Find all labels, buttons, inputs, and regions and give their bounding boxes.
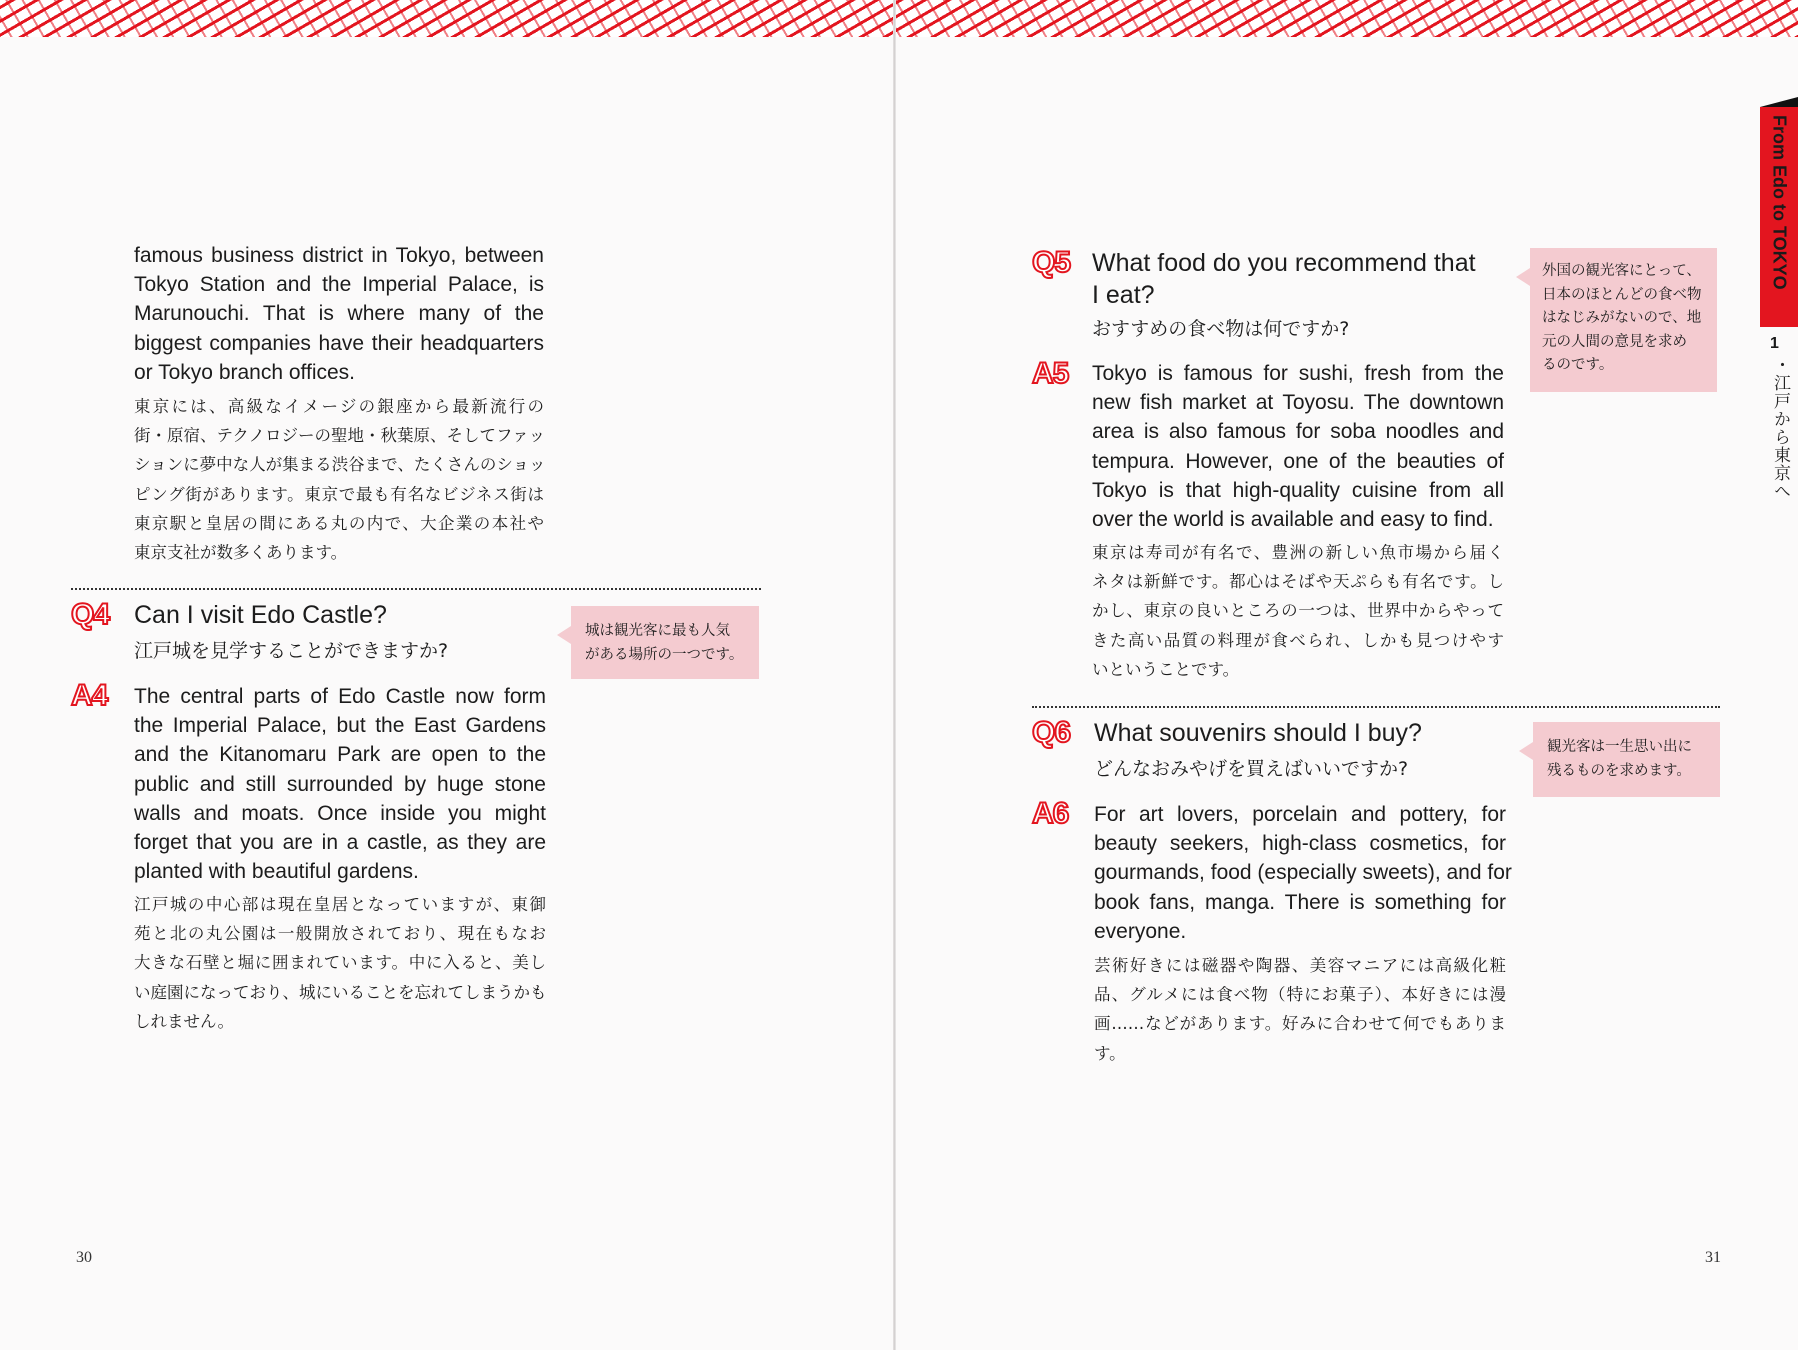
q5-question-en: [1092, 247, 1476, 311]
text-line: Tokyo is that high-quality cuisine from all: [1092, 478, 1504, 502]
text-line: over the world is available and easy to find.: [1092, 508, 1494, 532]
text-line: ピング街があります。東京で最も有名なビジネス街は: [134, 484, 544, 504]
text-line: い庭園になっており、城にいることを忘れてしまうかも: [134, 982, 547, 1002]
q4-question-jp: 江戸城を見学することができますか?: [134, 640, 449, 662]
text-line: るのです。: [1542, 357, 1614, 373]
chapter-tab: [1760, 107, 1798, 327]
intro-jp: [134, 392, 544, 567]
text-line: For art lovers, porcelain and pottery, for: [1094, 803, 1506, 826]
text-line: gourmands, food (especially sweets), and for: [1094, 861, 1512, 885]
section-divider: [1032, 706, 1720, 708]
text-line: 城は観光客に最も人気: [585, 623, 730, 639]
text-line: walls and moats. Once inside you might: [134, 801, 546, 825]
chapter-number: 1: [1770, 335, 1779, 352]
text-line: 外国の観光客にとって、: [1542, 263, 1701, 279]
text-line: 街・原宿、テクノロジーの聖地・秋葉原、そしてファッ: [134, 426, 546, 446]
text-line: 苑と北の丸公園は一般開放されており、現在もなお: [134, 924, 546, 944]
text-line: What food do you recommend that: [1092, 249, 1476, 277]
page-number-right: 31: [1705, 1249, 1721, 1266]
text-line: Tokyo Station and the Imperial Palace, is: [134, 273, 544, 297]
text-line: Marunouchi. That is where many of the: [134, 302, 544, 326]
a5-answer-en: [1092, 359, 1504, 534]
text-line: ネタは新鮮です。都心はそばや天ぷらも有名です。し: [1092, 572, 1504, 592]
q5-question-jp: おすすめの食べ物は何ですか?: [1092, 318, 1350, 340]
a6-label: A6: [1032, 797, 1069, 830]
text-line: はなじみがないので、地: [1542, 310, 1702, 326]
text-line: or Tokyo branch offices.: [134, 360, 356, 384]
text-line: 観光客は一生思い出に: [1547, 739, 1692, 755]
text-line: がある場所の一つです。: [585, 646, 744, 663]
a5-answer-jp: [1092, 538, 1504, 684]
q5-note: [1530, 248, 1717, 392]
book-spine: [893, 0, 896, 1350]
text-line: and the Kitanomaru Park are open to the: [134, 743, 546, 767]
text-line: 江戸城の中心部は現在皇居となっていますが、東御: [134, 895, 546, 914]
q6-note: [1533, 722, 1720, 797]
a4-answer-jp: [134, 890, 546, 1036]
text-line: public and still surrounded by huge stone: [134, 772, 546, 796]
text-line: 東京駅と皇居の間にある丸の内で、大企業の本社や: [134, 513, 544, 533]
a4-answer-en: [134, 682, 546, 886]
text-line: す。: [1094, 1043, 1126, 1063]
q4-question-en: Can I visit Edo Castle?: [134, 601, 387, 629]
intro-en: [134, 241, 544, 387]
q5-label: Q5: [1032, 246, 1071, 279]
text-line: 大きな石壁と堀に囲まれています。中に入ると、美し: [134, 953, 546, 973]
text-line: tempura. However, one of the beauties of: [1092, 449, 1504, 473]
text-line: 元の人間の意見を求め: [1542, 333, 1687, 350]
text-line: しれません。: [134, 1011, 234, 1031]
text-line: biggest companies have their headquarters: [134, 331, 544, 355]
text-line: きた高い品質の料理が食べられ、しかも見つけやす: [1092, 630, 1504, 650]
a6-answer-jp: [1094, 951, 1506, 1068]
text-line: 日本のほとんどの食べ物: [1542, 286, 1702, 303]
section-divider: [71, 588, 761, 590]
text-line: Tokyo is famous for sushi, fresh from the: [1092, 362, 1504, 385]
text-line: 品、グルメには食べ物（特にお菓子）、本好きには漫: [1094, 985, 1506, 1005]
q6-question-jp: どんなおみやげを買えばいいですか?: [1094, 758, 1409, 780]
text-line: beauty seekers, high-class cosmetics, for: [1094, 832, 1506, 856]
text-line: The central parts of Edo Castle now form: [134, 685, 546, 708]
text-line: planted with beautiful gardens.: [134, 860, 419, 884]
text-line: new fish market at Toyosu. The downtown: [1092, 391, 1504, 415]
text-line: 芸術好きには磁器や陶器、美容マニアには高級化粧: [1094, 956, 1506, 975]
text-line: 画……などがあります。好みに合わせて何でもありま: [1094, 1014, 1506, 1034]
q6-question-en: What souvenirs should I buy?: [1094, 719, 1422, 747]
text-line: everyone.: [1094, 919, 1187, 943]
text-line: 東京には、高級なイメージの銀座から最新流行の: [134, 397, 544, 416]
text-line: forget that you are in a castle, as they are: [134, 831, 546, 855]
header-pattern: [0, 0, 1798, 37]
text-line: ションに夢中な人が集まる渋谷まで、たくさんのショッ: [134, 455, 546, 475]
text-line: area is also famous for soba noodles and: [1092, 420, 1504, 444]
text-line: I eat?: [1092, 281, 1155, 309]
text-line: 東京支社が数多くあります。: [134, 543, 348, 563]
chapter-tab-label: From Edo to TOKYO: [1769, 115, 1790, 290]
text-line: famous business district in Tokyo, between: [134, 244, 544, 267]
text-line: book fans, manga. There is something for: [1094, 890, 1506, 914]
q4-note: [571, 606, 759, 679]
a6-answer-en: [1094, 800, 1512, 946]
text-line: いということです。: [1092, 659, 1240, 679]
text-line: the Imperial Palace, but the East Gardens: [134, 714, 546, 738]
q4-label: Q4: [71, 598, 110, 631]
a5-label: A5: [1032, 357, 1069, 390]
a4-label: A4: [71, 679, 108, 712]
page-number-left: 30: [76, 1249, 92, 1266]
text-line: 残るものを求めます。: [1547, 762, 1691, 779]
q6-label: Q6: [1032, 716, 1071, 749]
chapter-title-jp: ・江戸から東京へ: [1770, 356, 1790, 500]
text-line: かし、東京の良いところの一つは、世界中からやって: [1092, 601, 1504, 621]
text-line: 東京は寿司が有名で、豊洲の新しい魚市場から届く: [1092, 543, 1504, 562]
